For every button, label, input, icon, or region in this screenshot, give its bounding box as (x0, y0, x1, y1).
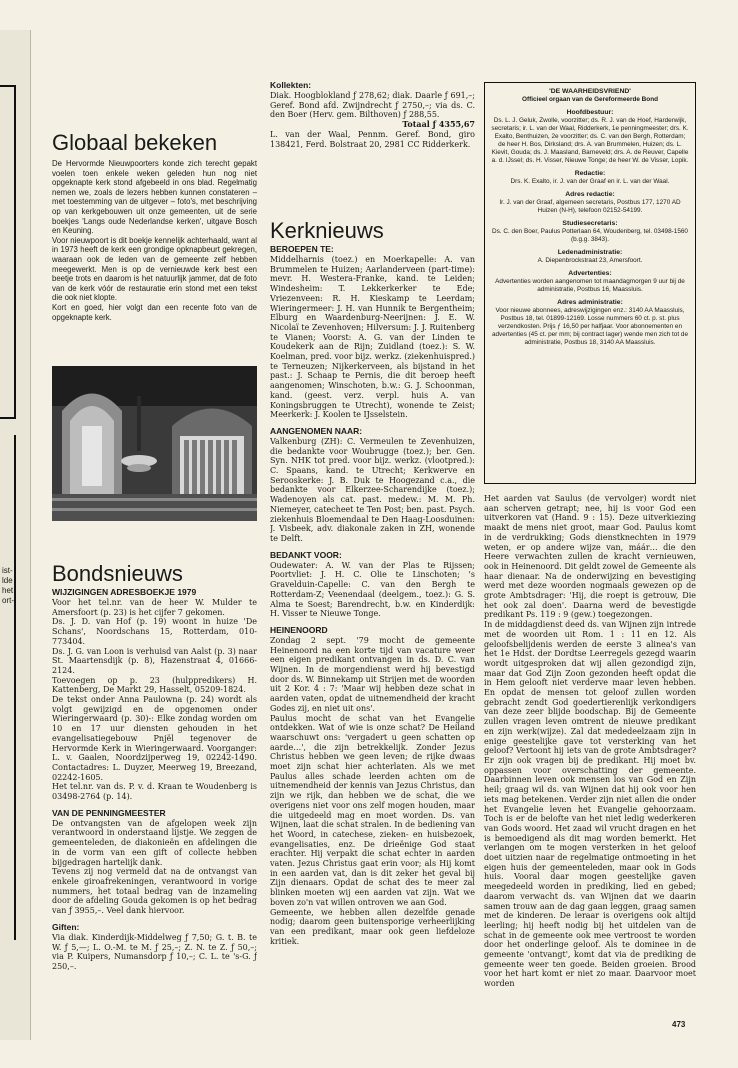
heinenoord-continued (484, 494, 696, 989)
rule-bracket (0, 85, 16, 419)
redactie-text: Drs. K. Exalto, ir. J. van der Graaf en ir. L. van der Waal. (510, 178, 670, 185)
giften-text: Via diak. Kinderdijk-Middelweg ƒ 7,50; G. t. B. te W. ƒ 5,—; L. O.-M. te M. ƒ 25,–; Z. N. te Z. ƒ 50,–; via P. Kuipers, Numansdorp ƒ 10,–; C. L. te 's-G. ƒ 250,–. (52, 932, 257, 971)
kollekten-total: Totaal ƒ 4355,67 (402, 119, 475, 130)
heinenoord-heading: HEINENOORD (270, 624, 328, 635)
adres-administratie-text: Voor nieuwe abonnees, adreswijzigingen enz.: 3140 AA Maassluis, Postbus 18, tel. 01899-12169. Losse nummers 60 ct. p. st. plus verzendkosten. Prijs ƒ 16,50 per halfjaar. Voor abonnementen en advertenties (45 ct. per mm; bij contract lager) wende men zich tot de administratie, Postbus 18, 3140 AA Maassluis. (491, 307, 689, 346)
previous-page-edge (0, 30, 31, 1040)
kerknieuws-title: Kerknieuws (270, 218, 384, 243)
advertenties-text: Advertenties worden aangenomen tot maandagmorgen 9 uur bij de administratie, Postbus 16, Maassluis. (495, 278, 685, 293)
aangenomen-heading: AANGENOMEN NAAR: (270, 425, 363, 436)
bedankt-heading: BEDANKT VOOR: (270, 549, 342, 560)
adresboekje-text: Voor het tel.nr. van de heer W. Mulder te Amersfoort (p. 23) is het cijfer 7 gekomen. Ds. J. D. van Hof (p. 19) woont in huize 'De Schans', Noordschans 15, Rotterdam, 010-773404. Ds. J. G. van Loon is verhuisd van Aalst (p. 3) naar St. Maartensdijk (p. 8), Hazenstraat 4, 01666-2124. Toevoegen op p. 23 (hulppredikers) H. Kattenberg, De Markt 29, Hasselt, 05209-1824. De tekst onder Anna Paulowna (p. 24) wordt als volgt gewijzigd en de opgenomen onder Wieringerwaard (p. 30)-: Elke zondag worden om 10 en 17 uur diensten gehouden in het evangelisatiegebouw Pnjël tegenover de Hervormde Kerk in Wieringerwaard. Voorganger: L. v. Gaalen, Noordzijperweg 19, 02242-1490. Contactadres: L. Duyzer, Meerweg 19, Breezand, 02242-1605. Het tel.nr. van ds. P. v. d. Kraan te Woudenberg is 03498-2764 (p. 14). (52, 598, 257, 802)
kollekten-text: Diak. Hoogblokland ƒ 278,62; diak. Daarle ƒ 691,–; Geref. Bond afd. Zwijndrecht ƒ 2750,–; via ds. C. den Boer (Herv. gem. Bilthoven) ƒ 288,55. (270, 91, 475, 120)
kollekten-section (270, 80, 475, 149)
redactie-heading: Redactie: (574, 170, 606, 177)
ledenadministratie-heading: Ledenadministratie: (557, 249, 623, 256)
bondsnieuws-title: Bondsnieuws (52, 561, 183, 586)
adres-redactie-heading: Adres redactie: (565, 191, 615, 198)
margin-fragment: ist- lde het ort- (2, 566, 14, 605)
heinenoord-text: Zondag 2 sept. '79 mocht de gemeente Heinenoord na een korte tijd van vacature weer een eigen predikant ontvangen in ds. D. C. van Wijnen. In de morgendienst werd hij bevestigd door ds. W. Binnekamp uit Strijen met de woorden uit 2 Kor. 4 : 7: 'Maar wij hebben deze schat in aarden vaten, opdat de uitnemendheid der kracht Godes zij, en niet uit ons'. Paulus mocht de schat van het Evangelie ontdekken. Wat of wie is onze schat? De Heiland waarschuwt ons: 'vergadert u geen schatten op aarde…', die zijn betrekkelijk. Zonder Jezus Christus hebben we geen leven; de rijke dwaas moet zijn schat hier achterlaten. Als we met Paulus alles schade leerden achten om de uitnemendheid der kennis van Jezus Christus, dan zijn we rijk, dan hebben we de schat, die we overigens niet voor ons zelf mogen houden, maar die uitgedeeld mag en moet worden. Ds. van Wijnen, laat die schat stralen. In de bediening van het Woord, in catechese, zieken- en huisbezoek, evangelisaties, enz. De drieënige God staat erachter. Hij verpakt die schat echter in aarden vaten. Jezus Christus gaat erin voor; als Hij komt in een aarden vat, dan is dit zeker het geval bij Zijn dienaars. Opdat de schat des te meer zal blinken moeten wij een aarden vat zijn. Wat we boven zo'n vat willen ontroven we aan God. Gemeente, we hebben allen dezelfde genade nodig; daarom geen buitensporige verheerlijking van een predikant, maar ook geen liefdeloze kritiek. (270, 635, 475, 946)
kollekten-footer: L. van der Waal, Pennm. Geref. Bond, giro 138421, Ferd. Bolstraat 20, 2981 CC Ridderkerk. (270, 129, 475, 149)
masthead-subtitle: Officieel orgaan van de Gereformeerde Bond (521, 96, 659, 103)
bedankt-text: Oudewater: A. W. van der Plas te Rijssen; Poortvliet: J. H. C. Olie te Linschoten; 's Gravelduin-Capelle: C. van den Bergh te Rotterdam-Z; Veenendaal (deelgem., toez.): G. S. Alma te Soest; Barendrecht, b.w. en Kinderdijk: H. Visser te Nieuwe Tonge. (270, 560, 475, 619)
globaal-text: De Hervormde Nieuwpoorters konde zich terecht gepakt voelen toen enkele weken geleden hun nog niet opgeknapte kerk stond afgebeeld in ons blad. Regelmatig nemen we, zoals de lezers hebben kunnen constateren – met toestemming van de uitgever – foto's, met beschrijving op van kerkgebouwen uit onze gemeenten, uit de serie boekjes 'Langs oude Nederlandse kerken', uitgave Bosch en Keuning. Voor nieuwpoort is dit boekje kennelijk achterhaald, want al in 1973 heeft de kerk een grondige opknapbeurt gekregen, waaraan ook de leden van de gemeente zelf hebben meegewerkt. Men is op de vernieuwde kerk best een beetje trots en daarom is het natuurlijk jammer, dat de foto van de kerk vóór de restauratie erin stond met een tekst die ook niet klopte. Kort en goed, hier volgt dan een recente foto van de opgeknapte kerk. (52, 159, 257, 322)
bondsnieuws-section (52, 561, 257, 972)
adres-redactie-text: Ir. J. van der Graaf, algemeen secretaris, Postbus 177, 1270 AD Huizen (N-H), telefoon 02152-54199. (499, 199, 681, 214)
hoofdbestuur-text: Ds. L. J. Geluk, Zwolle, voorzitter; ds. R. J. van de Hoef, Harderwijk, secretaris; ir. L. van der Waal, Ridderkerk, 1e penningmeester; drs. K. Exalto, Benthuizen, 2e voorzitter; ds. C. van den Bergh, Rotterdam; de heer H. Bos, Dirksland; drs. A. van Brummelen, Huizen; ds. L. Kievit, Gouda; ds. J. Maasland, Barneveld; drs. A. de Reuver, Capelle a. d. IJssel; ds. H. Visser, Nieuwe Tonge; de heer W. de Visser, Lopik. (491, 117, 689, 164)
penningmeester-text: De ontvangsten van de afgelopen week zijn verantwoord in onderstaand lijstje. We zeggen de gemeenteleden, de diakonieën en afdelingen die in de vorm van een gift of collecte hebben bijgedragen hartelijk dank. Tevens zij nog vermeld dat na de ontvangst van enkele giroafrekeningen, verantwoord in vorige nummers, het totaal bedrag van de inzameling door de afdeling Gouda gekomen is op het bedrag van ƒ 3955,–. Veel dank hiervoor. (52, 818, 257, 916)
masthead-box (484, 82, 696, 484)
beroepen-text: Middelharnis (toez.) en Moerkapelle: A. van Brummelen te Huizen; Aarlanderveen (part-time): mevr. H. Westera-Franke, kand. te Leiden; Windesheim: T. Lekkerkerker te Ede; Vriezenveen: R. H. Kieskamp te Leerdam; Wieringermeer: J. H. van Hunnik te Bergentheim; Elburg en Waardenburg-Neerijnen: J. E. W. Nicolaï te Zevenhoven; Hilversum: J. J. Ruitenberg te Vianen; Voorst: A. G. van der Linden te Koudekerk aan de Rijn; Zuidland (toez.): S. W. Koelman, pred. voor bijz. werkz. (ziekenhuispred.) te Terneuzen; Nijkerkerveen, als bijstand in het past.: J. Schaap te Pernis, die dit beroep heeft aangenomen; Winschoten, b.w.: G. J. Schoonman, kand. (geest. verz. verpl. huis A. van Koningsbruggen te Utrecht), wonende te Zeist; Meerkerk: J. Koolen te IJsselstein. (270, 255, 475, 420)
adresboekje-heading: WIJZIGINGEN ADRESBOEKJE 1979 (52, 587, 197, 597)
church-interior-photo (52, 366, 257, 521)
beroepen-heading: BEROEPEN TE: (270, 244, 334, 254)
globaal-title: Globaal bekeken (52, 130, 218, 155)
studiesecretaris-text: Ds. C. den Boer, Paulus Potterlaan 64, Woudenberg, tel. 03498-1560 (b.g.g. 3843). (492, 228, 688, 243)
adres-administratie-heading: Adres administratie: (557, 299, 623, 306)
kerknieuws-section (270, 218, 475, 946)
ledenadministratie-text: A. Diepenbrockstraat 23, Amersfoort. (537, 257, 643, 264)
aangenomen-text: Valkenburg (ZH): C. Vermeulen te Zevenhuizen, die bedankte voor Woubrugge (toez.); ber. Gen. Syn. NHK tot pred. voor bijz. werkz. (vlootpred.): C. Spaans, kand. te Utrecht; Kerkwerve en Serooskerke: J. B. Duk te Hoogezand c.a., die bedankte voor Elkerzee-Scharendijke (toez.); Wadenoyen als cat. past. medew.: M. M. Ph. Niemeyer, catecheet te Ten Post; ben. past. Psych. ziekenhuis Bloemendaal te Den Haag-Loosduinen: J. Visbeek, adv. diakonale zaken in ZH, wonende te Delft. (270, 436, 475, 543)
kollekten-heading: Kollekten: (270, 80, 312, 90)
studiesecretaris-heading: Studiesecretaris: (562, 220, 618, 227)
giften-heading: Giften: (52, 921, 80, 932)
penningmeester-heading: VAN DE PENNINGMEESTER (52, 807, 166, 818)
advertenties-heading: Advertenties: (568, 270, 612, 277)
page-number: 473 (672, 1020, 686, 1029)
masthead-title: 'DE WAARHEIDSVRIEND' (549, 88, 631, 95)
heinenoord-continued-text: Het aarden vat Saulus (de vervolger) wordt niet aan scherven getrapt; nee, hij is voor God een uitverkoren vat (Hand. 9 : 15). Deze uitverkiezing maakt de mens niet groot, maar God. Paulus komt in de verdrukking; Gods dienstknechten in 1979 weten, er op andere wijze van, máár… die den Heere verwachten zullen de kracht vernieuwen, ook in Heinenoord. Dit geldt zowel de Gemeente als haar dienaar. Na de onderwijzing en bevestiging werd met deze woorden nogmaals gewezen op de grote Ambtsdrager: 'Hij, die roept is getrouw, Die het ook zal doen'. Daarna werd de bevestigde predikant Ps. 119 : 9 (gew.) toegezongen. In de middagdienst deed ds. van Wijnen zijn intrede met de woorden uit Rom. 1 : 11 en 12. Als geloofsbelijdenis werden de eerste 3 alinea's van het 1e Hdst. der Dordtse Leerregels gezegd waarin wordt uitgesproken dat wij allen gezondigd zijn, maar dat God Zijn Zoon gezonden heeft opdat die in Hem gelooft niet verderve maar leven hebben. En opdat de mensen tot geloof zullen worden gebracht zendt God goedertierenlijk verkondigers van deze zeer blijde boodschap. Bij de Gemeente zullen vragen leven omtrent de nieuwe predikant en zijn werk(wijze). Zal dat mededeelzaam zijn in enige geestelijke gave tot versterking van het geloof? Vertoont hij iets van de grote Ambtsdrager? Er zijn ook vragen bij de predikant. Hij moet bv. oppassen voor overschatting der gemeente. Daarbinnen leven ook mensen los van God en Zijn heil; graag wil ds. van Wijnen dat hij ook voor hen iets mag betekenen. Verder zijn niet allen die onder het Evangelie leven het Evangelie gehoorzaam. Toch is er de belofte van het niet ledig wederkeren van Gods woord. Het zaad wil vrucht dragen en het is bemoedigend als dit mag worden bemerkt. Het verlangen om te mogen versterken in het geloof doet uitzien naar de regelmatige ontmoeting in het eigen huis der gemeenteleden, maar ook in Gods huis. Vooral daar mogen geestelijke gaven meegedeeld worden in prediking, lied en gebed; daarom verwacht ds. van Wijnen dat we daarin samen trouw aan de dag gaan leggen, graag samen met de kinderen. De leraar is overigens ook altijd leerling; hij heeft nodig bij het uitdelen van de schat in de gemeente ook mee vertroost te worden door het onderlinge geloof. Als te dominee in de gemeente 'ontvangt', komt dat via de prediking de gemeente weer ten goede. Beiden groeien. Brood voor het hart komt er niet zo maar. Daarvoor moet worden (484, 494, 696, 989)
hoofdbestuur-heading: Hoofdbestuur: (566, 109, 614, 116)
rule-bracket (0, 435, 16, 940)
globaal-section (52, 130, 257, 322)
